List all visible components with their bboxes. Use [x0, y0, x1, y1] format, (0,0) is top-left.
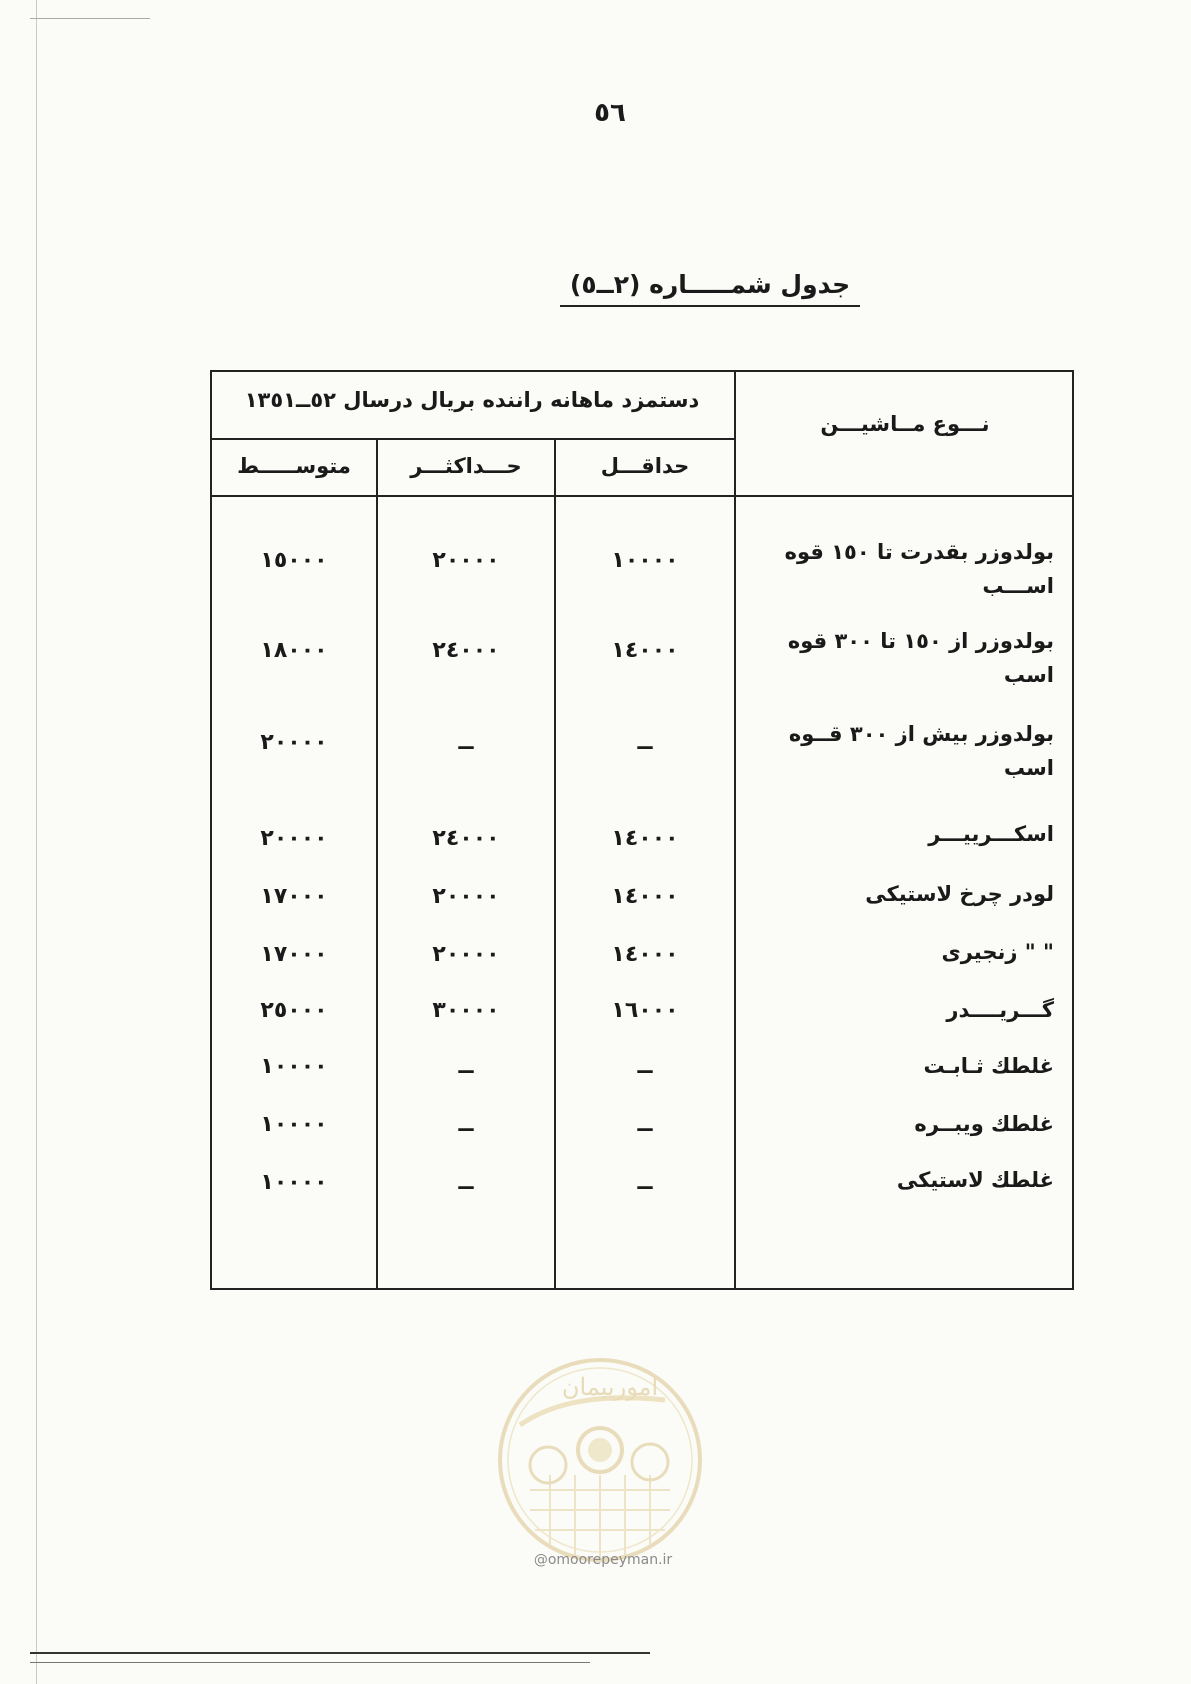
omoorepeyman-watermark-logo	[490, 1350, 710, 1570]
row-label: غلطك ثـابـت	[923, 1054, 1054, 1078]
header-monthly-wage: دستمزد ماهانه راننده بریال درسال ٥٢ــ١٣٥١	[244, 388, 700, 412]
cell-max: ٢٠٠٠٠	[432, 884, 500, 909]
scan-bottom-line	[30, 1662, 590, 1663]
cell-avg: ١٠٠٠٠	[260, 1054, 328, 1079]
col-divider-min-type	[734, 370, 736, 1288]
header-split-line	[212, 438, 736, 440]
cell-avg: ١٧٠٠٠	[260, 942, 328, 967]
cell-avg: ١٨٠٠٠	[260, 638, 328, 663]
cell-max: ٢٤٠٠٠	[432, 826, 500, 851]
scan-top-mark	[30, 18, 150, 19]
scan-margin-line	[36, 0, 37, 1684]
cell-max: ٢٠٠٠٠	[432, 548, 500, 573]
row-label: بولدوزر بقدرت تا ١٥٠ قوه اســـب	[784, 540, 1054, 598]
row-label: اسکـــرییـــر	[928, 822, 1054, 846]
header-bottom-line	[212, 495, 1074, 497]
cell-avg: ١٠٠٠٠	[260, 1112, 328, 1137]
cell-min: ــ	[637, 730, 653, 755]
cell-avg: ٢٥٠٠٠	[260, 998, 328, 1023]
watermark-logo-text: امورپیمان	[561, 1373, 659, 1401]
cell-min: ١٠٠٠٠	[611, 548, 679, 573]
cell-min: ١٦٠٠٠	[611, 998, 679, 1023]
cell-min: ــ	[637, 1054, 653, 1079]
row-label: لودر چرخ لاستیکی	[865, 882, 1054, 906]
cell-min: ١٤٠٠٠	[611, 942, 679, 967]
watermark-site: @omoorepeyman.ir	[533, 1552, 673, 1568]
row-label: گـــریــــدر	[946, 998, 1054, 1022]
cell-avg: ٢٠٠٠٠	[260, 730, 328, 755]
cell-max: ٢٠٠٠٠	[432, 942, 500, 967]
cell-max: ٣٠٠٠٠	[432, 998, 500, 1023]
row-label: بولدوزر از ١٥٠ تا ٣٠٠ قوه اسب	[787, 629, 1054, 687]
header-machine-type: نـــوع مــاشیـــن	[820, 412, 990, 436]
cell-max: ــ	[458, 730, 474, 755]
header-minimum: حداقـــل	[600, 454, 690, 478]
cell-avg: ١٥٠٠٠	[260, 548, 328, 573]
cell-avg: ٢٠٠٠٠	[260, 826, 328, 851]
cell-max: ــ	[458, 1170, 474, 1195]
wage-table	[210, 370, 1074, 1290]
row-label: " " زنجیری	[941, 940, 1054, 964]
cell-min: ــ	[637, 1112, 653, 1137]
cell-min: ١٤٠٠٠	[611, 826, 679, 851]
row-label: غلطك لاستیکی	[896, 1168, 1054, 1192]
header-maximum: حـــداکثـــر	[410, 454, 522, 478]
cell-avg: ١٠٠٠٠	[260, 1170, 328, 1195]
scan-bottom-line	[30, 1652, 650, 1654]
cell-min: ١٤٠٠٠	[611, 638, 679, 663]
cell-min: ١٤٠٠٠	[611, 884, 679, 909]
cell-max: ــ	[458, 1054, 474, 1079]
header-average: متوســـــط	[237, 454, 351, 478]
table-title: جدول شمـــــاره (٢ــ٥)	[560, 270, 860, 307]
table-top-border	[210, 370, 1074, 372]
cell-max: ٢٤٠٠٠	[432, 638, 500, 663]
cell-max: ــ	[458, 1112, 474, 1137]
cell-min: ــ	[637, 1170, 653, 1195]
row-label: غلطك ویبــره	[914, 1112, 1054, 1136]
row-label: بولدوزر بیش از ٣٠٠ قــوه اسب	[788, 722, 1054, 780]
cell-avg: ١٧٠٠٠	[260, 884, 328, 909]
page-number: ٥٦	[594, 98, 626, 128]
